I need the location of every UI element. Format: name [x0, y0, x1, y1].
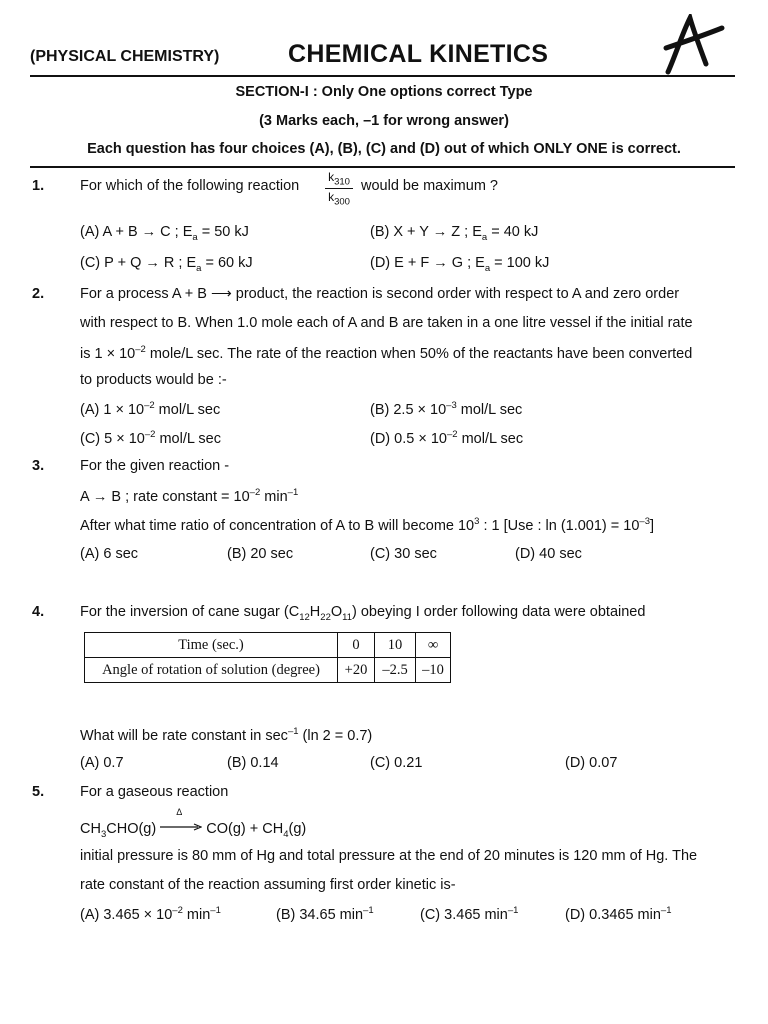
option-c[interactable]: (C) $5 \times 10^{-2}$ mol/L sec — [80, 429, 221, 447]
option-b[interactable]: (B) X + Y → Z ; $E_a = 40$ kJ — [370, 224, 539, 243]
question-text: to products would be :- — [80, 372, 227, 388]
option-c[interactable]: (C) 3.465 $\min^{-1}$ — [420, 905, 519, 923]
page-header — [30, 36, 735, 76]
option-d[interactable]: (D) E + F → G ; $E_a = 100$ kJ — [370, 255, 550, 274]
question-number: 2. — [32, 286, 45, 302]
question-text: For which of the following reaction — [80, 178, 300, 194]
rate-constant-ratio: $k_{310}$ $k_{300}$ — [325, 170, 353, 208]
question-text: For the inversion of cane sugar $(C_{12}H_{22}O_{11})$ obeying I order following data were obtained — [80, 604, 646, 623]
table-cell: 10 — [375, 633, 416, 658]
question-text: with respect to B. When 1.0 mole each of A and B are taken in a one litre vessel if the initial rate — [80, 315, 693, 331]
option-a[interactable]: (A) 0.7 — [80, 755, 124, 771]
question-number: 1. — [32, 178, 45, 194]
option-c[interactable]: (C) 30 sec — [370, 546, 437, 562]
brand-logo — [662, 14, 726, 76]
table-row — [85, 633, 451, 658]
option-a[interactable]: (A) $1 \times 10^{-2}$ mol/L sec — [80, 400, 221, 418]
question-text: initial pressure is 80 mm of Hg and total pressure at the end of 20 minutes is 120 mm of Hg. The — [80, 848, 698, 864]
table-header-cell: Angle of rotation of solution (degree) — [85, 658, 338, 683]
option-d[interactable]: (D) 0.3465 $\min^{-1}$ — [565, 905, 672, 923]
section-instruction: Each question has four choices (A), (B), (C) and (D) out of which ONLY ONE is correct. — [87, 141, 681, 157]
option-c[interactable]: (C) 0.21 — [370, 755, 423, 771]
option-b[interactable]: (B) 0.14 — [227, 755, 279, 771]
table-header-cell: Time (sec.) — [85, 633, 338, 658]
table-cell: –10 — [416, 658, 451, 683]
question-text: would be maximum ? — [361, 178, 498, 194]
question-text: For a gaseous reaction — [80, 784, 229, 800]
option-d[interactable]: (D) 0.07 — [565, 755, 618, 771]
section-heading: SECTION-I : Only One options correct Type — [235, 84, 533, 100]
table-row — [85, 658, 451, 683]
option-b[interactable]: (B) 34.65 $\min^{-1}$ — [276, 905, 374, 923]
question-text: is $1 \times 10^{-2}$ mole/L sec. The rate of the reaction when 50% of the reactants have been converted — [80, 344, 693, 362]
option-d[interactable]: (D) $0.5 \times 10^{-2}$ mol/L sec — [370, 429, 524, 447]
question-number: 5. — [32, 784, 45, 800]
question-text: For the given reaction - — [80, 458, 230, 474]
table-cell: 0 — [338, 633, 375, 658]
data-table — [84, 632, 451, 683]
table-cell: +20 — [338, 658, 375, 683]
option-a[interactable]: (A) $3.465 \times 10^{-2}$ $\min^{-1}$ — [80, 905, 221, 923]
subject-label: (PHYSICAL CHEMISTRY) — [30, 48, 220, 65]
question-number: 3. — [32, 458, 45, 474]
question-number: 4. — [32, 604, 45, 620]
header-divider — [30, 75, 735, 77]
option-d[interactable]: (D) 40 sec — [515, 546, 582, 562]
question-text: After what time ratio of concentration of A to B will become $10^3$ : 1 [Use : $\ln (1.001) = 10^{-3}$] — [80, 516, 655, 534]
question-text: What will be rate constant in $\sec^{-1} (\ln$ 2 = 0.7) — [80, 726, 373, 744]
heat-arrow: Δ — [160, 819, 202, 833]
option-b[interactable]: (B) 20 sec — [227, 546, 294, 562]
option-c[interactable]: (C) P + Q → R ; $E_a = 60$ kJ — [80, 255, 253, 274]
question-text: A → B ; rate constant = $10^{-2}$ $\min^{-1}$ — [80, 487, 299, 505]
option-b[interactable]: (B) $2.5 \times 10^{-3}$ mol/L sec — [370, 400, 523, 418]
option-a[interactable]: (A) A + B → C ; $E_a = 50$ kJ — [80, 224, 249, 243]
table-cell: –2.5 — [375, 658, 416, 683]
page-title: CHEMICAL KINETICS — [288, 40, 549, 68]
section-divider — [30, 166, 735, 168]
section-marks: (3 Marks each, –1 for wrong answer) — [259, 113, 509, 129]
table-cell: ∞ — [416, 633, 451, 658]
option-a[interactable]: (A) 6 sec — [80, 546, 139, 562]
question-text: For a process A + B ⟶ product, the reaction is second order with respect to A and zero order — [80, 286, 680, 302]
question-text: rate constant of the reaction assuming first order kinetic is- — [80, 877, 456, 893]
reaction-equation: $CH_3CHO(g)$ Δ $CO(g) + CH_4(g)$ — [80, 807, 307, 840]
